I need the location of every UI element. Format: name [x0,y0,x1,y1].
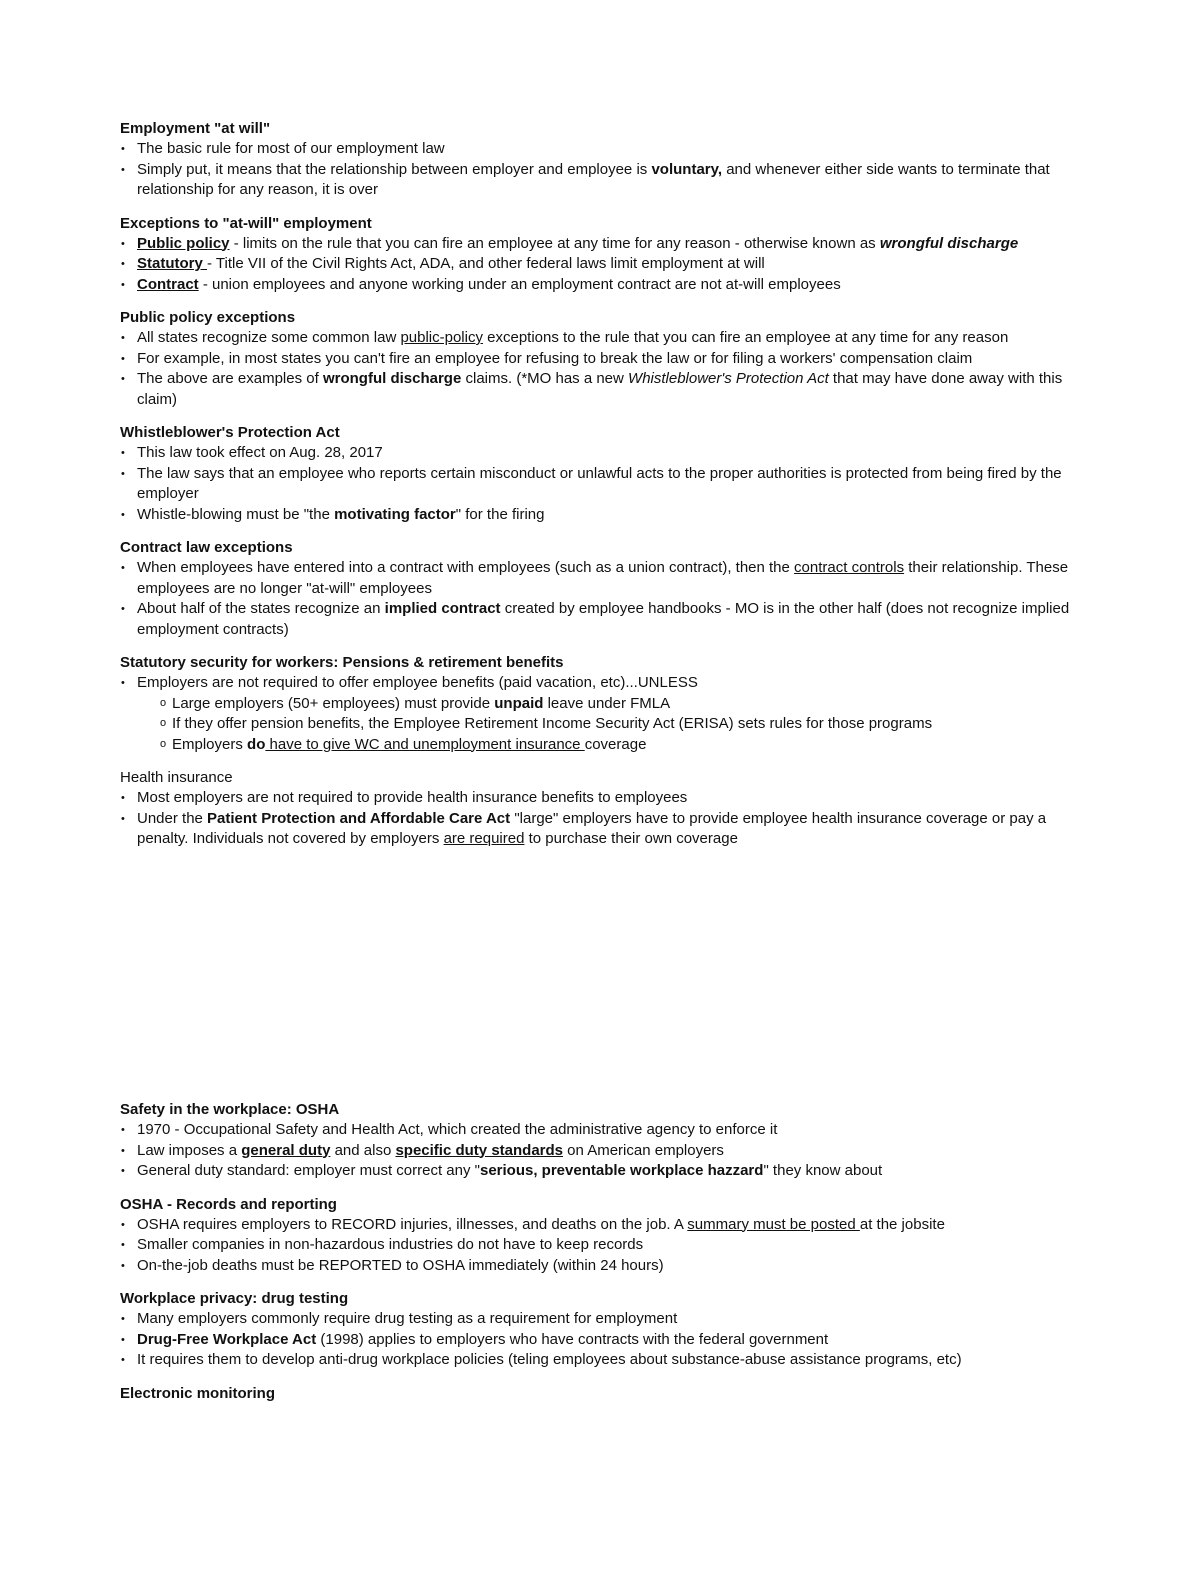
bullet-text: Whistle-blowing must be "the [137,505,335,523]
section-osha-records [120,1195,1080,1277]
bold-term: motivating factor [334,505,456,523]
bullet-list [120,1120,1080,1182]
bullet-item [120,1161,1080,1182]
bullet-item [120,673,1080,694]
bullet-text: on American employers [563,1141,724,1159]
bullet-text: Law imposes a [137,1141,242,1159]
bullet-text: Smaller companies in non-hazardous industries do not have to keep records [137,1236,644,1253]
bullet-text: to purchase their own coverage [524,830,738,847]
bullet-item [120,1350,1080,1371]
bullet-text: coverage [584,735,647,753]
bullet-text: Under the [137,809,208,827]
section-public-policy [120,308,1080,410]
sub-bullet-item [120,694,1080,715]
bullet-item [120,464,1080,505]
bullet-text: at the jobsite [859,1215,945,1233]
italic-term: Whistleblower's Protection Act [628,370,829,387]
bullet-item [120,1256,1080,1277]
section-heading: Health insurance [120,769,233,786]
bullet-item [120,809,1080,850]
section-heading: Whistleblower's Protection Act [120,424,340,441]
bullet-list [120,1215,1080,1277]
section-heading: Electronic monitoring [120,1384,276,1402]
bullet-text: Large employers (50+ employees) must provide [172,694,495,712]
bullet-item [120,1141,1080,1162]
bullet-list [120,139,1080,201]
bullet-item [120,1235,1080,1256]
section-heading: Public policy exceptions [120,309,296,326]
bullet-item [120,505,1080,526]
bullet-text: - union employees and anyone working under an employment contract are not at-will employees [198,275,841,293]
underlined-term: general duty [241,1141,331,1159]
bullet-text: For example, in most states you can't fire an employee for refusing to break the law or for filing a workers' compensation claim [137,349,973,367]
bullet-list [120,443,1080,525]
section-heading: Safety in the workplace: OSHA [120,1101,340,1118]
underlined-term: are required [443,830,525,847]
underlined-term: specific duty standards [395,1141,564,1159]
bullet-text: Employers [172,735,248,753]
bullet-text: "large" employers have to provide employee health insurance coverage or pay a penalty. Individuals not covered by employers [137,809,1047,847]
bold-term: serious, preventable workplace hazzard [479,1162,764,1179]
bullet-item [120,234,1080,255]
underlined-term: Statutory [137,255,208,272]
underlined-term: have to give WC and unemployment insurance [265,735,585,753]
bullet-item [120,328,1080,349]
bullet-text: It requires them to develop anti-drug workplace policies (teling employees about substance-abuse assistance programs, etc) [137,1351,962,1368]
section-health-insurance [120,768,1080,850]
bullet-text: Many employers commonly require drug testing as a requirement for employment [137,1310,678,1327]
sub-bullet-item [120,735,1080,756]
bullet-text: General duty standard: employer must correct any " [137,1162,480,1179]
bold-italic-term: wrongful discharge [879,234,1019,252]
bullet-text: If they offer pension benefits, the Employee Retirement Income Security Act (ERISA) sets rules for those programs [172,715,933,732]
section-whistleblower [120,423,1080,525]
bullet-text: " for the firing [455,505,545,523]
bullet-text: and whenever either side wants to terminate that relationship for any reason, it is over [137,160,1050,198]
section-electronic-monitoring [120,1384,1080,1404]
bullet-text: claims. (*MO has a new [461,370,629,387]
bullet-item [120,1330,1080,1351]
bullet-text: Most employers are not required to provide health insurance benefits to employees [137,789,688,806]
bullet-text: leave under FMLA [543,694,671,712]
bullet-list [120,788,1080,850]
bullet-item [120,1215,1080,1236]
bullet-text: Employers are not required to offer employee benefits (paid vacation, etc)...UNLESS [137,674,698,691]
bullet-text: About half of the states recognize an [137,600,385,617]
bullet-item [120,160,1080,201]
bullet-text: The basic rule for most of our employment law [137,140,445,157]
bullet-text: The law says that an employee who reports certain misconduct or unlawful acts to the proper authorities is protected from being fired by the employer [137,464,1062,502]
underlined-term: Public policy [137,234,230,252]
bullet-text: When employees have entered into a contract with employees (such as a union contract), then the [137,559,795,576]
section-exceptions-at-will [120,214,1080,296]
bold-term: voluntary, [651,160,723,178]
bullet-item [120,139,1080,160]
bullet-text: - limits on the rule that you can fire an employee at any time for any reason - otherwise known as [229,234,880,252]
bullet-text: On-the-job deaths must be REPORTED to OSHA immediately (within 24 hours) [137,1256,664,1274]
bullet-item [120,275,1080,296]
bullet-text: that may have done away with this claim) [137,370,1063,408]
bullet-item [120,1120,1080,1141]
section-heading: Employment "at will" [120,120,271,137]
bold-term: do [247,735,266,753]
bullet-text: The above are examples of [137,370,323,387]
bullet-text: their relationship. These employees are no longer "at-will" employees [137,559,1069,597]
underlined-term: summary must be posted [687,1215,860,1233]
bullet-list [120,234,1080,296]
bullet-list [120,328,1080,410]
bullet-item [120,369,1080,410]
bullet-text: " they know about [763,1162,883,1179]
bullet-list [120,673,1080,755]
bold-term: wrongful discharge [322,370,462,387]
bullet-text: created by employee handbooks - MO is in the other half (does not recognize implied employment contracts) [137,600,1070,638]
bullet-text: All states recognize some common law [137,329,401,346]
bullet-text: 1970 - Occupational Safety and Health Act, which created the administrative agency to enforce it [137,1121,778,1138]
section-heading: Statutory security for workers: Pensions & retirement benefits [120,654,564,671]
bullet-item [120,558,1080,599]
bullet-list [120,558,1080,640]
bullet-item [120,254,1080,275]
section-heading: OSHA - Records and reporting [120,1195,337,1213]
notes-page-top [120,119,1080,863]
bullet-item [120,599,1080,640]
bold-term: implied contract [384,600,501,617]
bullet-text: exceptions to the rule that you can fire an employee at any time for any reason [482,329,1009,346]
bullet-text: This law took effect on Aug. 28, 2017 [137,444,383,461]
bullet-text: and also [330,1141,396,1159]
bold-term: unpaid [494,694,544,712]
bullet-item [120,1309,1080,1330]
bullet-text: Simply put, it means that the relationship between employer and employee is [137,160,652,178]
section-employment-at-will [120,119,1080,201]
bullet-item [120,349,1080,370]
section-heading: Contract law exceptions [120,539,293,556]
section-heading: Exceptions to "at-will" employment [120,214,372,232]
bullet-item [120,443,1080,464]
underlined-term: contract controls [794,559,905,576]
underlined-term: public-policy [400,329,483,346]
bullet-item [120,788,1080,809]
sub-bullet-item [120,714,1080,735]
underlined-term: Contract [137,275,199,293]
section-drug-testing [120,1289,1080,1371]
bold-term: Patient Protection and Affordable Care Act [207,809,511,827]
bullet-text: (1998) applies to employers who have contracts with the federal government [316,1330,829,1348]
section-contract-law [120,538,1080,640]
bullet-text: OSHA requires employers to RECORD injuries, illnesses, and deaths on the job. A [137,1215,688,1233]
notes-page-bottom [120,1100,1080,1417]
bullet-text: - Title VII of the Civil Rights Act, ADA, and other federal laws limit employment at will [207,255,765,272]
section-osha-safety [120,1100,1080,1182]
bold-term: Drug-Free Workplace Act [137,1330,317,1348]
bullet-list [120,1309,1080,1371]
section-heading: Workplace privacy: drug testing [120,1290,349,1307]
section-statutory-security [120,653,1080,755]
